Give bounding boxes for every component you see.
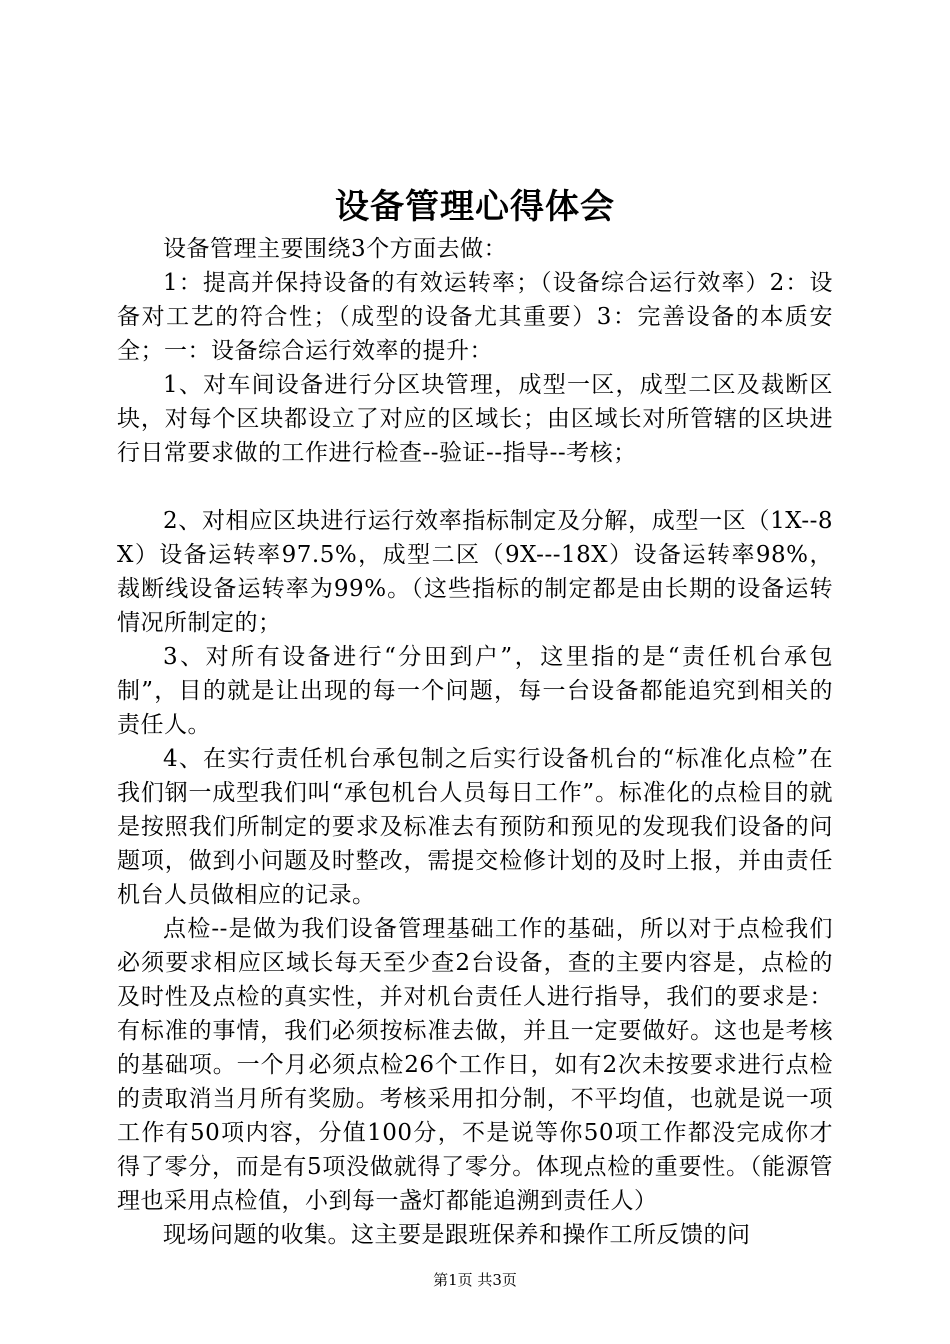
paragraph-inspection: 点检--是做为我们设备管理基础工作的基础，所以对于点检我们必须要求相应区域长每天至少查2台设备，查的主要内容是，点检的及时性及点检的真实性，并对机台责任人进行指导，我们的要求是：有标准的事情，我们必须按标准去做，并且一定要做好。这也是考核的基础项。一个月必须点检26个工作日，如有2次未按要求进行点检的责取消当月所有奖励。考核采用扣分制，不平均值，也就是说一项工作有50项内容，分值100分，不是说等你50项工作都没完成你才得了零分，而是有5项没做就得了零分。体现点检的重要性。（能源管理也采用点检值，小到每一盏灯都能追溯到责任人） xyxy=(117,916,833,1214)
paragraph-intro: 设备管理主要围绕3个方面去做： xyxy=(163,236,508,262)
paragraph-goals: 1：提高并保持设备的有效运转率；（设备综合运行效率）2：设备对工艺的符合性；（成型的设备尤其重要）3：完善设备的本质安全；一：设备综合运行效率的提升： xyxy=(117,270,833,364)
document-body xyxy=(117,232,833,1252)
paragraph-field-issues: 现场问题的收集。这主要是跟班保养和操作工所反馈的问 xyxy=(163,1222,751,1248)
paragraph-item-1: 1、对车间设备进行分区块管理，成型一区，成型二区及裁断区块，对每个区块都设立了对应的区域长；由区域长对所管辖的区块进行日常要求做的工作进行检查--验证--指导--考核； xyxy=(117,372,833,466)
document-title: 设备管理心得体会 xyxy=(335,187,615,227)
paragraph-item-4: 4、在实行责任机台承包制之后实行设备机台的“标准化点检”在我们钢一成型我们叫“承包机台人员每日工作”。标准化的点检目的就是按照我们所制定的要求及标准去有预防和预见的发现我们设备的问题项，做到小问题及时整改，需提交检修计划的及时上报，并由责任机台人员做相应的记录。 xyxy=(117,746,833,908)
paragraph-item-3: 3、对所有设备进行“分田到户”，这里指的是“责任机台承包制”，目的就是让出现的每一个问题，每一台设备都能追究到相关的责任人。 xyxy=(117,644,833,738)
paragraph-item-2: 2、对相应区块进行运行效率指标制定及分解，成型一区（1X--8X）设备运转率97.5%，成型二区（9X---18X）设备运转率98%，裁断线设备运转率为99%。（这些指标的制定都是由长期的设备运转情况所制定的； xyxy=(117,508,833,636)
page-number: 第1页 共3页 xyxy=(433,1271,517,1289)
